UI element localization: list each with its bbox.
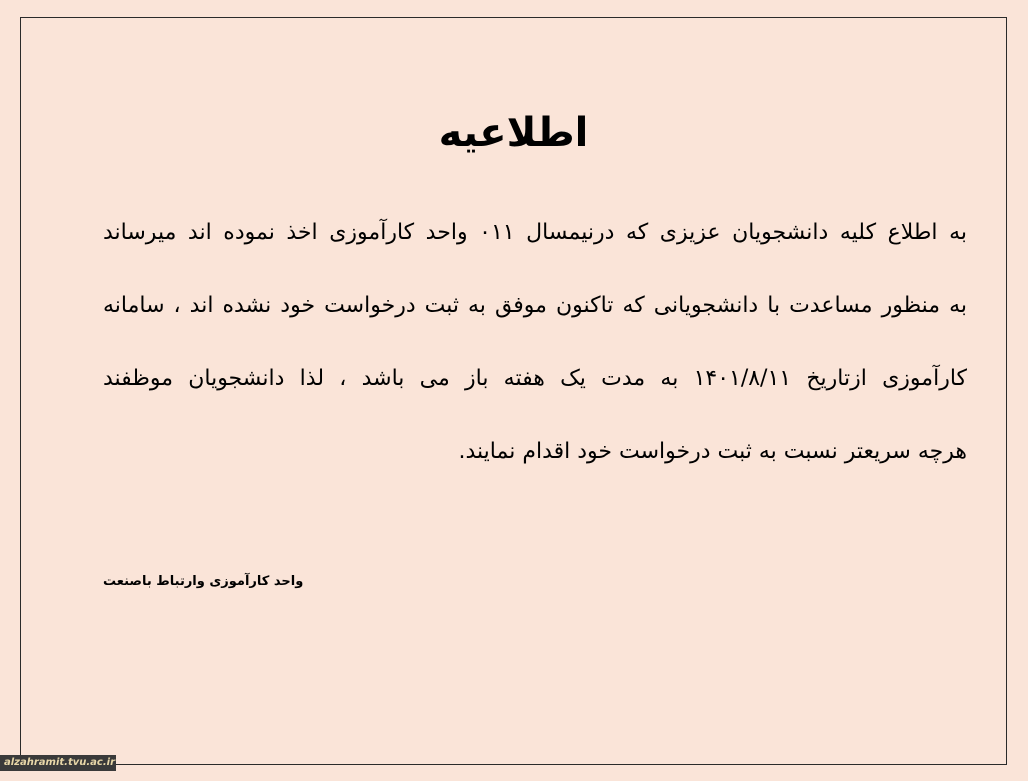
notice-frame	[20, 17, 1007, 765]
notice-title: اطلاعیه	[438, 110, 589, 156]
notice-line-1: به اطلاع کلیه دانشجویان عزیزی که درنیمسال ۰۱۱ واحد کارآموزی اخذ نموده اند میرساند	[103, 220, 967, 245]
site-watermark: alzahramit.tvu.ac.ir	[0, 755, 116, 771]
notice-body	[103, 196, 967, 488]
notice-signature: واحد کارآموزی وارتباط باصنعت	[103, 574, 304, 589]
notice-line-3: کارآموزی ازتاریخ ۱۴۰۱/۸/۱۱ به مدت یک هفته باز می باشد ، لذا دانشجویان موظفند	[103, 366, 967, 391]
notice-line-2: به منظور مساعدت با دانشجویانی که تاکنون موفق به ثبت درخواست خود نشده اند ، سامانه	[103, 293, 967, 318]
notice-line-4: هرچه سریعتر نسبت به ثبت درخواست خود اقدام نمایند.	[458, 439, 967, 464]
